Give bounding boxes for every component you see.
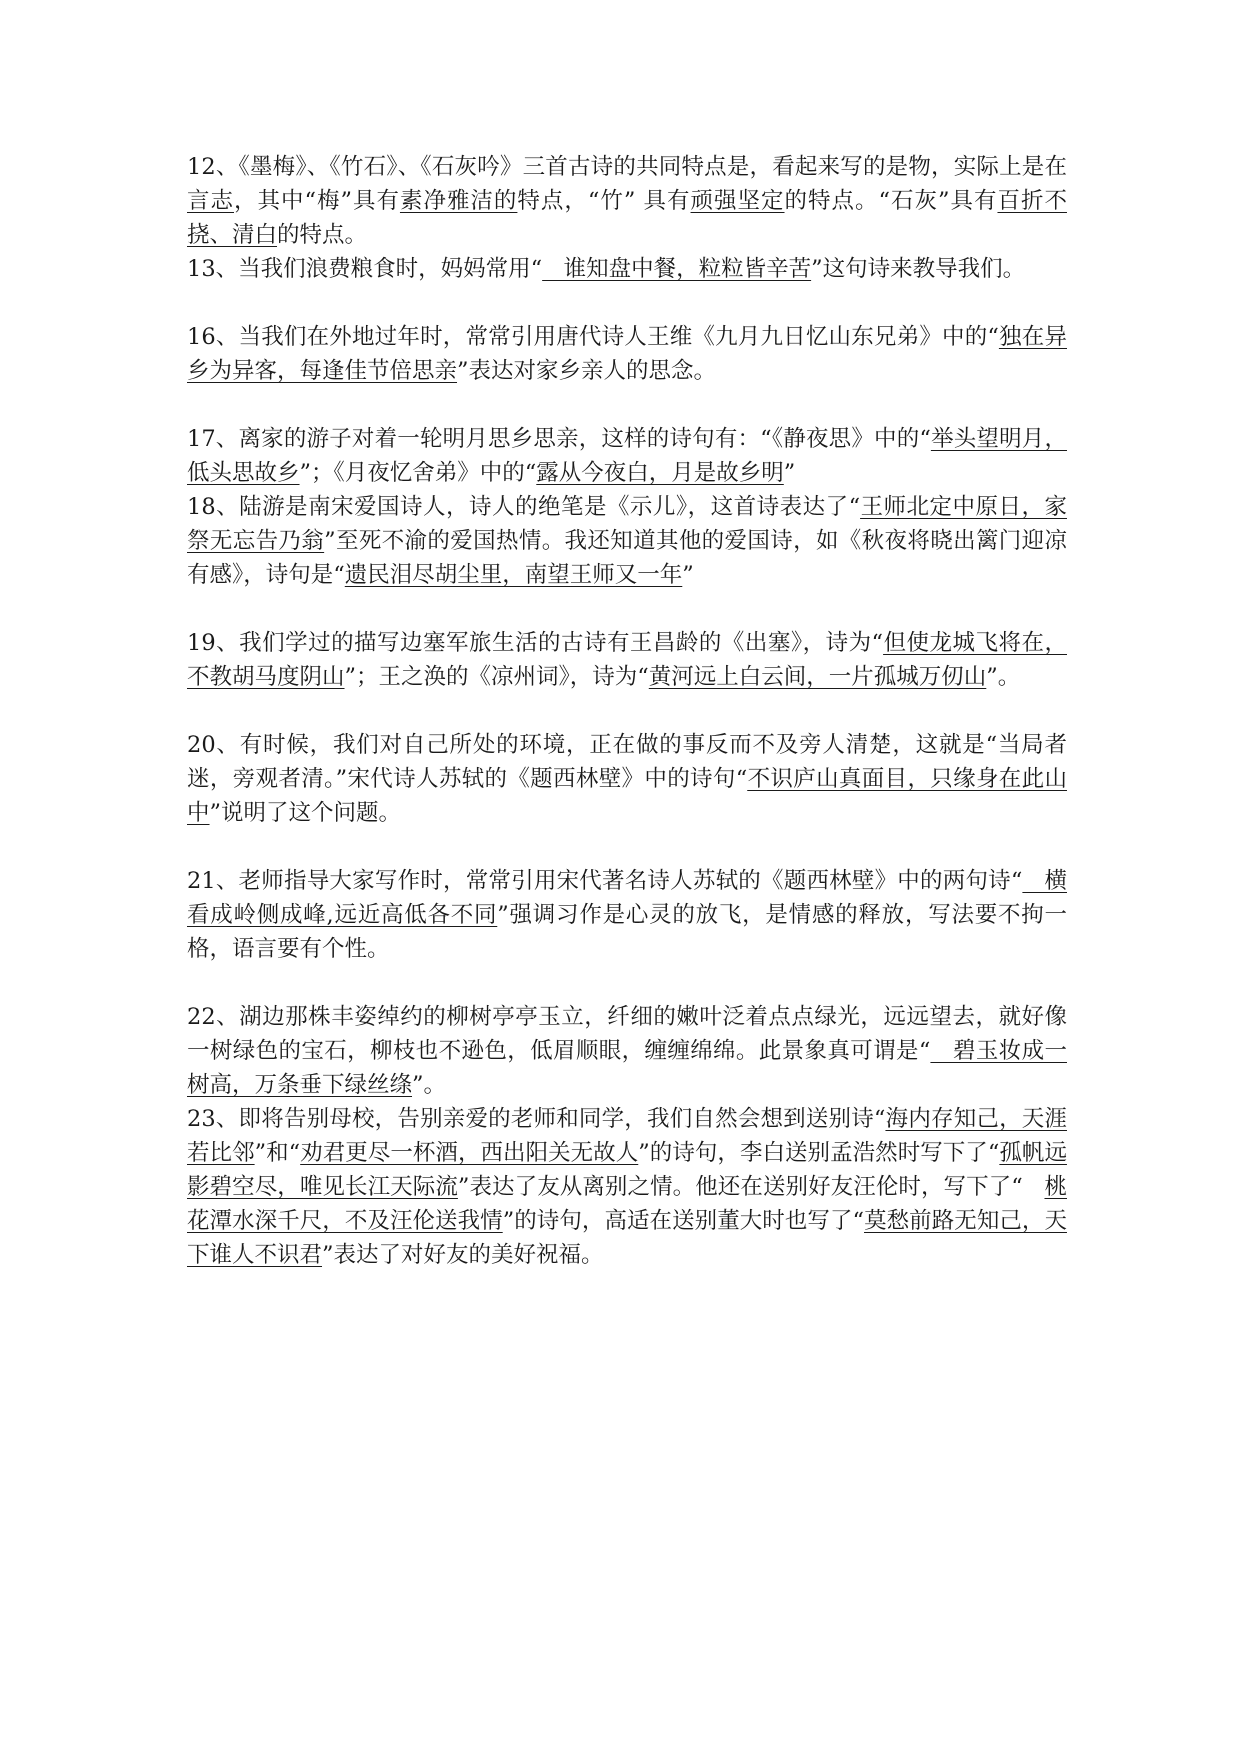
question-text: ”强调习作是心灵的放飞，是情感的释放，写法要不拘一格，语言要有个性。 xyxy=(187,902,1067,962)
question-text: ”；王之涣的《凉州词》，诗为“ xyxy=(344,664,649,690)
question-text: ”和“ xyxy=(254,1140,301,1166)
answer-blank: 桃花潭水深千尺，不及汪伦送我情 xyxy=(187,1174,1067,1234)
question-21 xyxy=(187,864,1067,966)
answer-blank: 独在异乡为异客，每逢佳节倍思亲 xyxy=(187,324,1067,384)
question-text: 特点，“竹” 具有 xyxy=(517,188,691,214)
answer-blank: 王师北定中原日，家祭无忘告乃翁 xyxy=(187,494,1067,554)
question-23 xyxy=(187,1102,1067,1272)
question-18 xyxy=(187,490,1067,592)
answer-blank: 横看成岭侧成峰,远近高低各不同 xyxy=(187,868,1067,928)
question-text: 12、《墨梅》、《竹石》、《石灰吟》三首古诗的共同特点是，看起来写的是物，实际上是在 xyxy=(187,154,1067,180)
question-13 xyxy=(187,252,1067,286)
answer-blank: 黄河远上白云间，一片孤城万仞山 xyxy=(648,664,987,690)
answer-blank: 劝君更尽一杯酒，西出阳关无故人 xyxy=(300,1140,639,1166)
question-text: ”至死不渝的爱国热情。我还知道其他的爱国诗，如《秋夜将晓出篱门迎凉有感》，诗句是“ xyxy=(187,528,1067,588)
question-text: 16、当我们在外地过年时，常常引用唐代诗人王维《九月九日忆山东兄弟》中的“ xyxy=(187,324,999,350)
question-text: 18、陆游是南宋爱国诗人，诗人的绝笔是《示儿》，这首诗表达了“ xyxy=(187,494,861,520)
answer-blank: 言志 xyxy=(187,188,234,214)
answer-blank: 举头望明月，低头思故乡 xyxy=(187,426,1067,486)
question-17 xyxy=(187,422,1067,490)
question-20 xyxy=(187,728,1067,830)
question-16 xyxy=(187,320,1067,388)
question-text: 21、老师指导大家写作时，常常引用宋代著名诗人苏轼的《题西林壁》中的两句诗“ xyxy=(187,868,1023,894)
answer-blank: 顽强坚定 xyxy=(690,188,785,214)
question-text: 22、湖边那株丰姿绰约的柳树亭亭玉立，纤细的嫩叶泛着点点绿光，远远望去，就好像一树绿色的宝石，柳枝也不逊色，低眉顺眼，缠缠绵绵。此景象真可谓是“ xyxy=(187,1004,1067,1064)
answer-blank: 遗民泪尽胡尘里，南望王师又一年 xyxy=(344,562,683,588)
question-text: ”；《月夜忆舍弟》中的“ xyxy=(299,460,537,486)
question-text: 17、离家的游子对着一轮明月思乡思亲，这样的诗句有：“《静夜思》中的“ xyxy=(187,426,931,452)
answer-blank: 莫愁前路无知己，天下谁人不识君 xyxy=(187,1208,1067,1268)
question-text: ，其中“梅”具有 xyxy=(234,188,400,214)
question-text: ”的诗句，高适在送别董大时也写了“ xyxy=(502,1208,865,1234)
question-text: ”这句诗来教导我们。 xyxy=(811,256,1026,282)
question-text: 的特点。 xyxy=(277,222,368,248)
answer-blank: 素净雅洁的 xyxy=(399,188,518,214)
question-text: ” xyxy=(783,460,796,486)
answer-blank: 百折不挠、清白 xyxy=(187,188,1067,248)
question-text: 19、我们学过的描写边塞军旅生活的古诗有王昌龄的《出塞》，诗为“ xyxy=(187,630,884,656)
question-text: ” xyxy=(682,562,694,588)
question-text: 的特点。“石灰”具有 xyxy=(784,188,998,214)
question-text: ”表达了对好友的美好祝福。 xyxy=(322,1242,604,1268)
answer-blank: 碧玉妆成一树高，万条垂下绿丝绦 xyxy=(187,1038,1067,1098)
document-page xyxy=(187,150,1067,1272)
answer-blank: 谁知盘中餐，粒粒皆辛苦 xyxy=(542,256,812,282)
question-22 xyxy=(187,1000,1067,1102)
answer-blank: 露从今夜白，月是故乡明 xyxy=(536,460,784,486)
question-text: 13、当我们浪费粮食时，妈妈常用“ xyxy=(187,256,543,282)
question-text: ”说明了这个问题。 xyxy=(209,800,402,826)
question-12 xyxy=(187,150,1067,252)
question-text: 20、有时候，我们对自己所处的环境，正在做的事反而不及旁人清楚，这就是“当局者迷，旁观者清。”宋代诗人苏轼的《题西林壁》中的诗句“ xyxy=(187,732,1067,792)
answer-blank: 孤帆远影碧空尽，唯见长江天际流 xyxy=(187,1140,1067,1200)
question-text: ”。 xyxy=(986,664,1021,690)
question-text: 23、即将告别母校，告别亲爱的老师和同学，我们自然会想到送别诗“ xyxy=(187,1106,886,1132)
question-19 xyxy=(187,626,1067,694)
answer-blank: 不识庐山真面目，只缘身在此山中 xyxy=(187,766,1067,826)
question-text: ”的诗句，李白送别孟浩然时写下了“ xyxy=(638,1140,1000,1166)
question-text: ”表达对家乡亲人的思念。 xyxy=(457,358,717,384)
answer-blank: 但使龙城飞将在，不教胡马度阴山 xyxy=(187,630,1067,690)
question-text: ”。 xyxy=(412,1072,447,1098)
answer-blank: 海内存知己，天涯若比邻 xyxy=(187,1106,1067,1166)
question-text: ”表达了友从离别之情。他还在送别好友汪伦时，写下了“ xyxy=(457,1174,1045,1200)
